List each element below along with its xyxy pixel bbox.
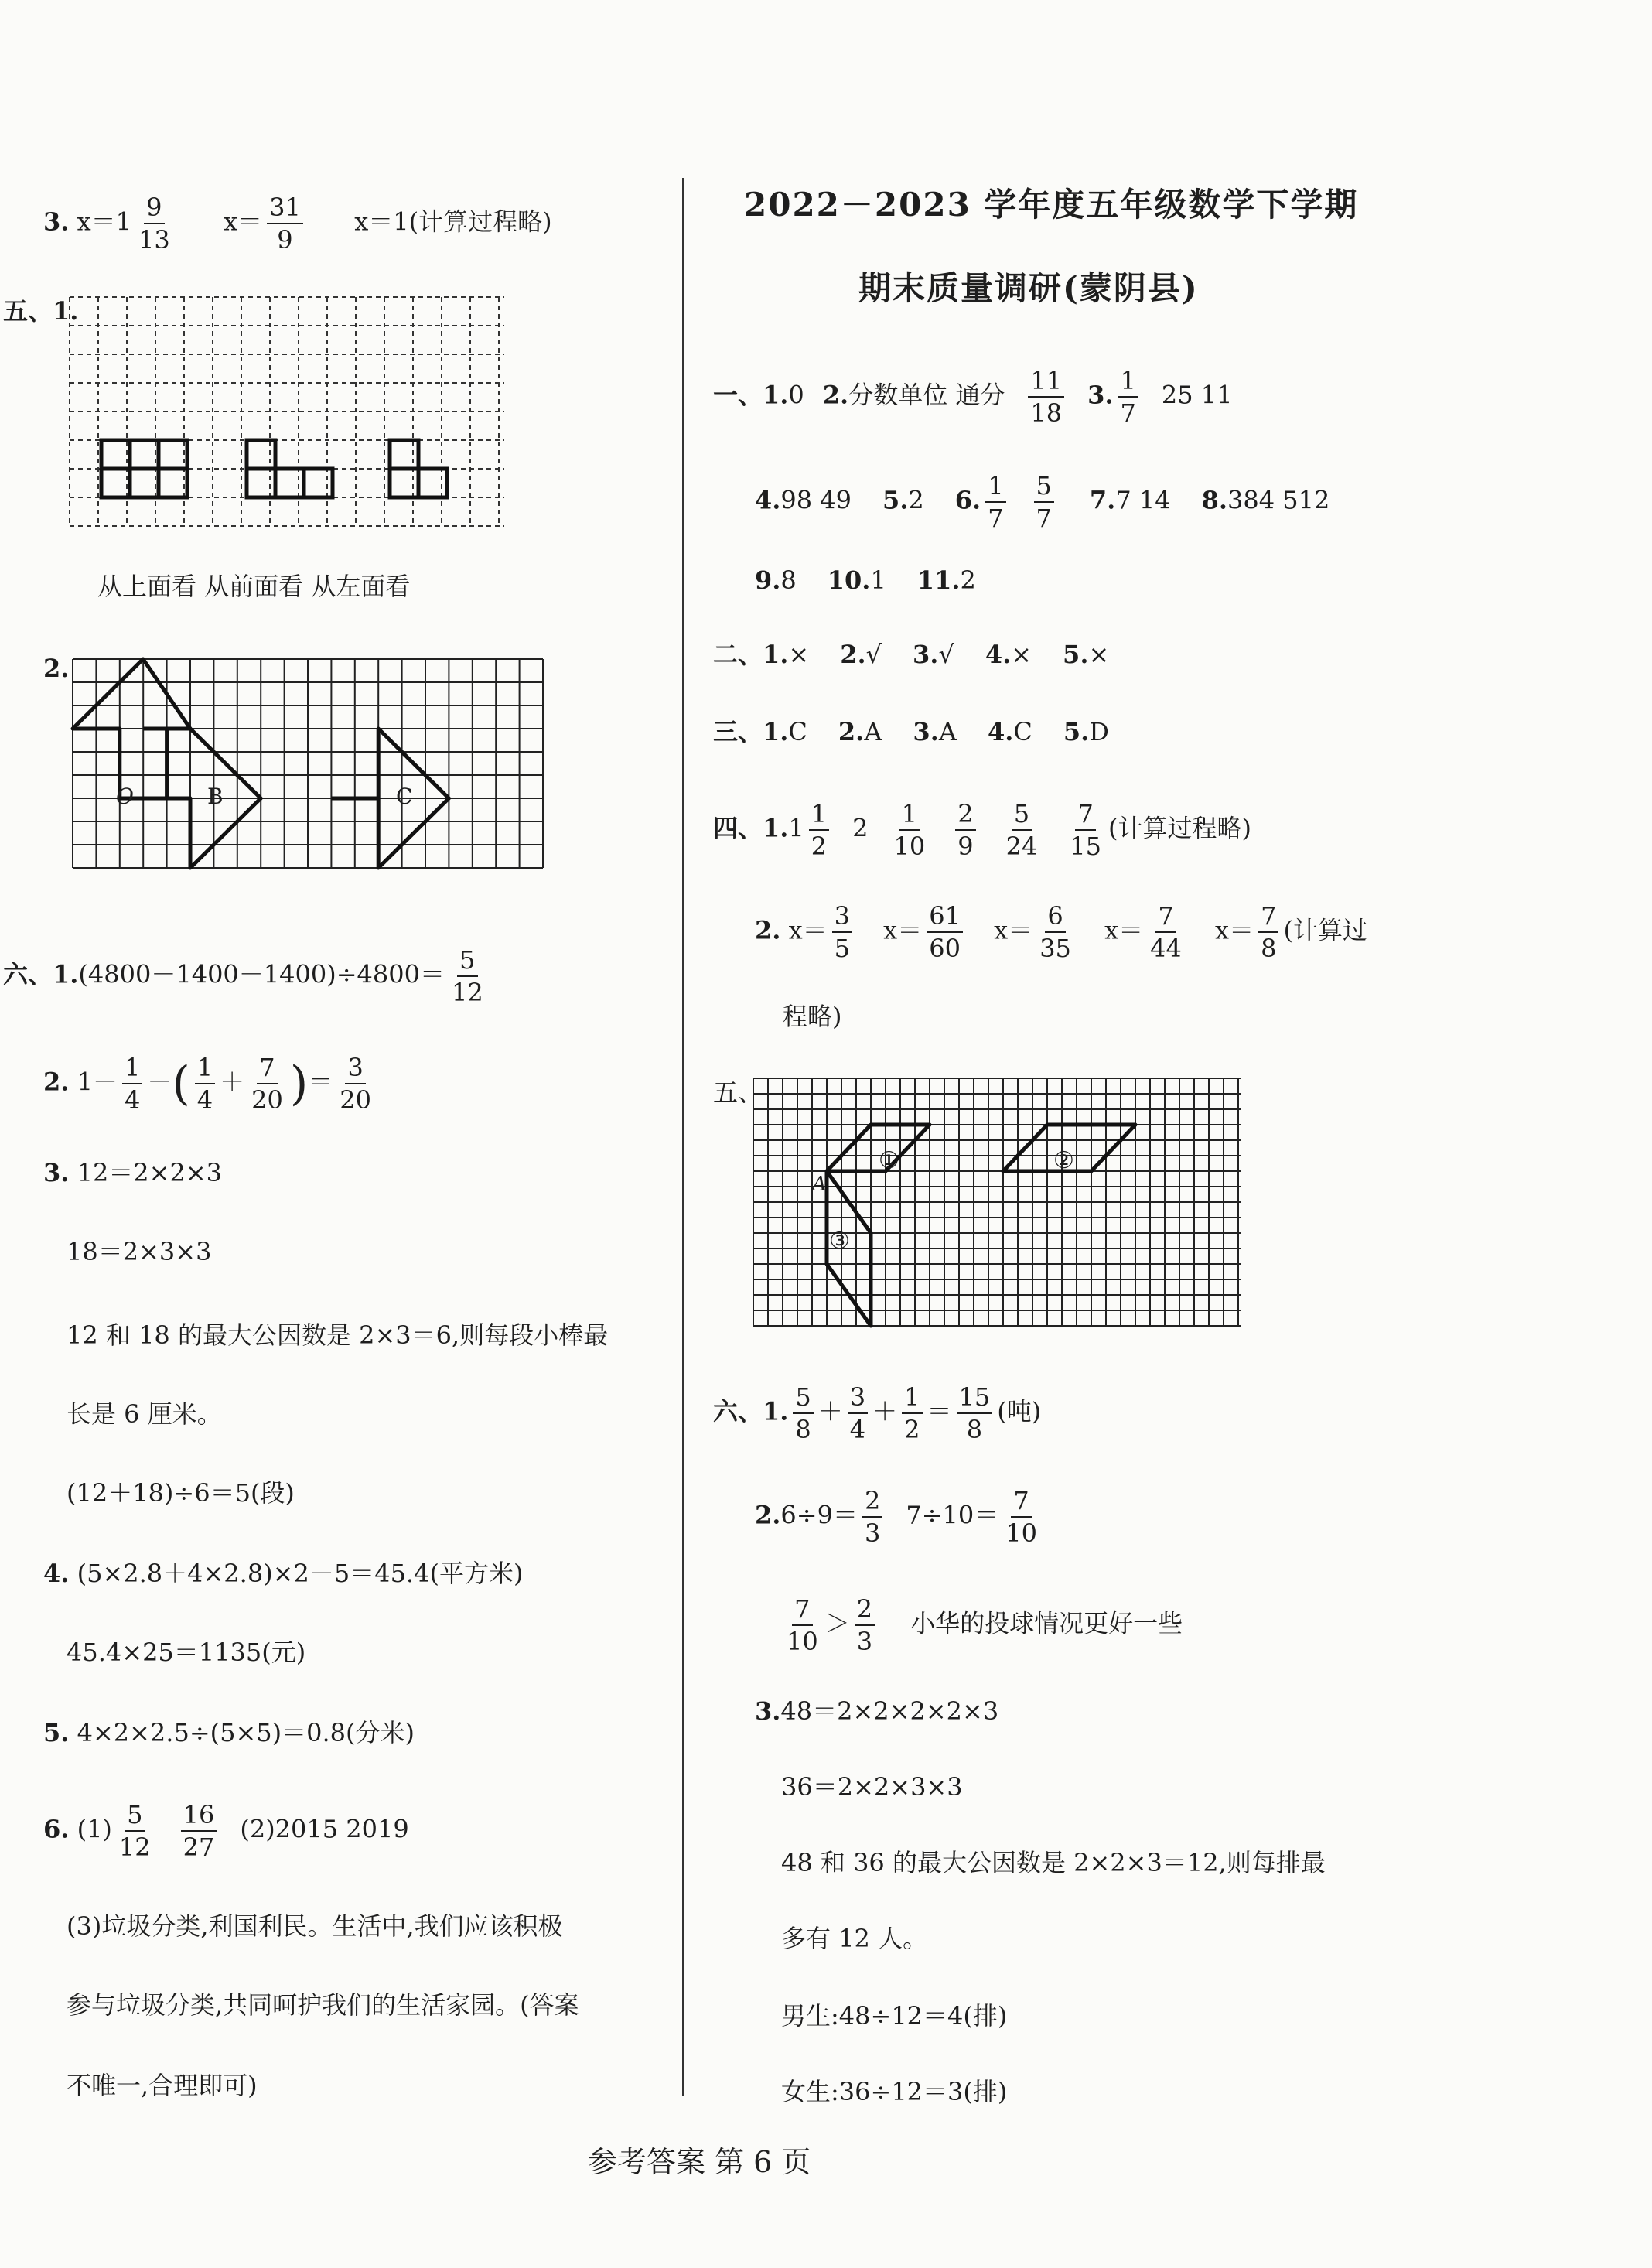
front-view-shape	[247, 440, 333, 497]
sec6-q3-l4: 长是 6 厘米。	[67, 1399, 222, 1429]
sec6-q3-l5: (12＋18)÷6＝5(段)	[67, 1478, 295, 1508]
fraction: $\frac{1}{2}$	[902, 1385, 922, 1442]
sec4-line3: 程略)	[783, 1002, 842, 1031]
parallelogram-grid	[753, 1078, 1248, 1334]
column-divider	[682, 178, 684, 2096]
fraction: $\frac{1}{7}$	[985, 473, 1005, 531]
sec6r-q3-l1: 3.48＝2×2×2×2×3	[755, 1696, 999, 1726]
eq-text: ＝	[308, 1067, 333, 1097]
q-number: 2.	[43, 1067, 70, 1097]
sec6-q3-l2: 18＝2×3×3	[67, 1237, 212, 1266]
sec6r-q2-compare: $\frac{7}{10}$ ＞ $\frac{2}{3}$ 小华的投球情况更好一些	[780, 1597, 1183, 1654]
sec5-right-label: 五、	[713, 1078, 763, 1107]
fraction: $\frac{1}{10}$	[893, 799, 926, 861]
fraction: $\frac{1}{4}$	[195, 1055, 215, 1112]
three-views-grid	[70, 297, 510, 529]
sec2-line: 二、1.× 2.√ 3.√ 4.× 5.×	[713, 640, 1110, 669]
eq-text: －	[147, 1067, 172, 1097]
sec6-q6-l2: (3)垃圾分类,利国利民。生活中,我们应该积极	[67, 1911, 563, 1941]
left-q4-3-line	[43, 195, 552, 252]
fraction: $\frac{2}{3}$	[862, 1488, 882, 1546]
top-view-shape	[101, 440, 187, 497]
sec6-q6-l1	[43, 1802, 409, 1860]
fraction: $\frac{3}{4}$	[848, 1385, 868, 1442]
eq-text: (5×2.8＋4×2.8)×2－5＝45.4(平方米)	[77, 1559, 524, 1588]
sec6-q6-l4: 不唯一,合理即可)	[67, 2071, 258, 2100]
sec6-q4-l2: 45.4×25＝1135(元)	[67, 1638, 306, 1667]
fraction: $\frac{7}{10}$	[1005, 1486, 1037, 1548]
eq-text: 12＝2×2×3	[77, 1158, 223, 1187]
eq-text: ＋	[220, 1067, 245, 1097]
fraction: $\frac{5}{7}$	[1034, 473, 1054, 531]
page-title: 2022－2023 学年度五年级数学下学期	[744, 186, 1359, 224]
sec6-q1-line	[3, 945, 490, 1007]
page-subtitle: 期末质量调研(蒙阴县)	[858, 269, 1199, 307]
fraction: $\frac{15}{8}$	[957, 1385, 993, 1442]
sec6r-q3-l2: 36＝2×2×3×3	[781, 1772, 963, 1802]
sec1-label: 一、1.	[713, 380, 789, 410]
fraction: $\frac{7}{15}$	[1070, 799, 1102, 861]
fraction: $\frac{16}{27}$	[181, 1802, 217, 1860]
fraction: $\frac{11}{18}$	[1028, 368, 1064, 425]
q-number: 6.	[43, 1814, 70, 1844]
sec5-q2-label: 2.	[43, 654, 70, 683]
sec6r-q1: 六、1. $\frac{5}{8}$ ＋ $\frac{3}{4}$ ＋ $\frac{1}{2}$ ＝ $\frac{15}{8}$ (吨)	[713, 1382, 1042, 1444]
sec6r-q3-l4: 多有 12 人。	[781, 1924, 928, 1953]
eq-text: 4×2×2.5÷(5×5)＝0.8(分米)	[77, 1718, 415, 1747]
sec6r-q3-l3: 48 和 36 的最大公因数是 2×2×3＝12,则每排最	[781, 1848, 1326, 1877]
fraction: $\frac{2}{3}$	[855, 1597, 875, 1654]
eq-text: x＝1(计算过程略)	[354, 207, 552, 237]
point-c: C	[396, 784, 413, 809]
left-view-shape	[390, 440, 447, 497]
fraction: $\frac{5}{24}$	[1005, 799, 1038, 861]
sec4-line1: 四、1.1 $\frac{1}{2}$ 2 $\frac{1}{10}$ $\frac{2}{9}$ $\frac{5}{24}$ $\frac{7}{15}$ (计算过程略)	[713, 799, 1251, 861]
eq-text: (2)2015 2019	[240, 1814, 409, 1844]
point-a: A	[812, 1173, 827, 1196]
sec3-line: 三、1.C 2.A 3.A 4.C 5.D	[713, 717, 1109, 746]
fraction: $\frac{7}{8}$	[1258, 903, 1278, 961]
fraction: $\frac{6}{35}$	[1039, 901, 1071, 963]
fraction: $\frac{7}{10}$	[787, 1594, 818, 1656]
eq-text: (4800－1400－1400)÷4800＝	[78, 959, 445, 989]
mark-3: ③	[829, 1228, 850, 1255]
q-number: 3.	[43, 207, 70, 237]
paren: (	[172, 1057, 190, 1111]
fraction: $\frac{5}{12}$	[451, 945, 483, 1007]
fraction: $\frac{5}{12}$	[118, 1800, 151, 1862]
point-o: O	[116, 784, 134, 809]
sec6-label: 六、1.	[3, 959, 79, 989]
sec6r-q3-l6: 女生:36÷12＝3(排)	[781, 2077, 1008, 2106]
fraction: $\frac{61}{60}$	[927, 903, 963, 961]
paren: )	[289, 1057, 309, 1111]
fraction: $\frac{5}{8}$	[793, 1385, 813, 1442]
sec6-q5-l1	[43, 1720, 415, 1745]
mark-1: ①	[879, 1147, 899, 1174]
sec1-line3: 9.8 10.1 11.2	[755, 565, 976, 595]
eq-text: 1－	[77, 1067, 118, 1097]
sec1-line2: 4.98 49 5.2 6. $\frac{1}{7}$ $\frac{5}{7}$ 7.7 14 8.384 512	[755, 471, 1330, 533]
eq-text: x＝	[224, 207, 263, 237]
eq-text: x＝1	[77, 207, 131, 237]
sec6-q3-l3: 12 和 18 的最大公因数是 2×3＝6,则每段小棒最	[67, 1320, 609, 1350]
q-number: 4.	[43, 1559, 70, 1588]
sec5-label: 五、1.	[3, 296, 79, 326]
q-number: 3.	[43, 1158, 70, 1187]
transformation-grid	[73, 659, 544, 876]
sec6-q3-l1	[43, 1160, 222, 1185]
fraction: $\frac{9}{13}$	[138, 193, 170, 254]
views-caption: 从上面看 从前面看 从左面看	[97, 572, 411, 601]
fraction: $\frac{3}{5}$	[832, 903, 852, 961]
fraction: $\frac{1}{4}$	[122, 1055, 142, 1112]
sec6-q4-l1	[43, 1561, 523, 1586]
sec6-q2-line	[43, 1053, 378, 1115]
sec1-line1: 一、1.0 2.分数单位 通分 $\frac{11}{18}$ 3. $\frac{1}{7}$ 25 11	[713, 366, 1233, 428]
sec6r-q3-l5: 男生:48÷12＝4(排)	[781, 2001, 1008, 2031]
fraction: $\frac{7}{44}$	[1150, 901, 1182, 963]
fraction: $\frac{1}{7}$	[1118, 368, 1138, 425]
sec6r-q2: 2.6÷9＝ $\frac{2}{3}$ 7÷10＝ $\frac{7}{10}$	[755, 1488, 1044, 1546]
page-footer: 参考答案 第 6 页	[588, 2145, 811, 2179]
fraction: $\frac{31}{9}$	[267, 195, 303, 252]
point-b: B	[207, 784, 224, 809]
eq-text: (1)	[77, 1814, 112, 1844]
fraction: $\frac{2}{9}$	[955, 801, 975, 859]
sec4-line2: 2. x＝ $\frac{3}{5}$ x＝ $\frac{61}{60}$ x＝ $\frac{6}{35}$ x＝ $\frac{7}{44}$ x＝ $\frac{7}{8}$ (计算过	[755, 901, 1367, 963]
sec6-q6-l3: 参与垃圾分类,共同呵护我们的生活家园。(答案	[67, 1990, 579, 2020]
fraction: $\frac{7}{20}$	[251, 1053, 283, 1115]
mark-2: ②	[1053, 1147, 1074, 1174]
fraction: $\frac{3}{20}$	[340, 1053, 371, 1115]
q-number: 5.	[43, 1718, 70, 1747]
fraction: $\frac{1}{2}$	[809, 801, 829, 859]
